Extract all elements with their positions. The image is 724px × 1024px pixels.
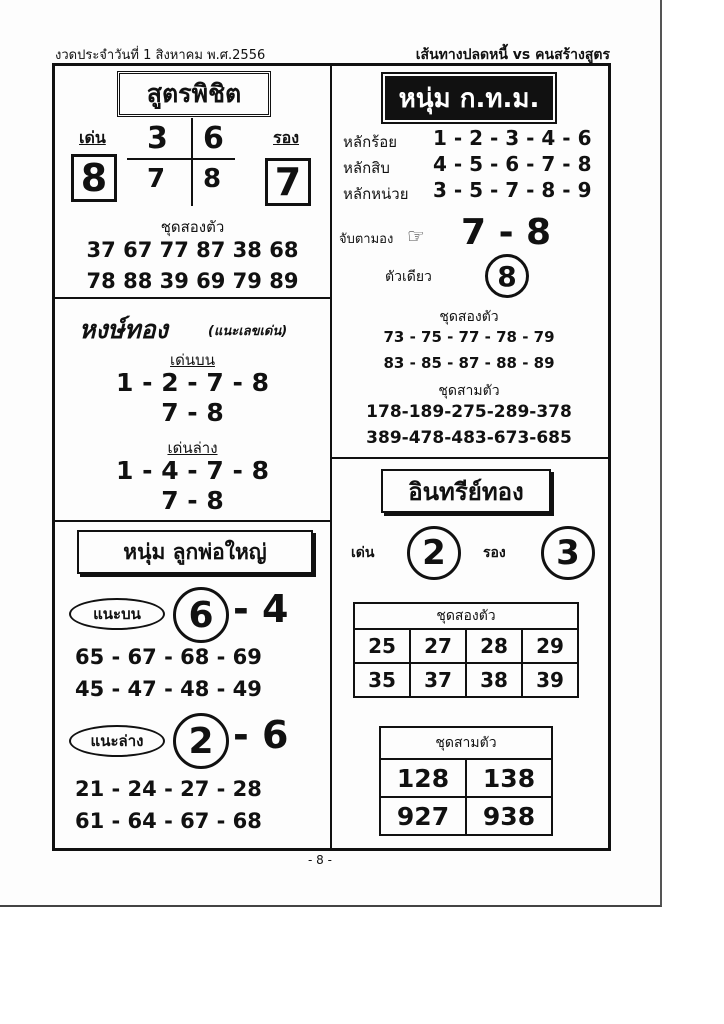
main-value: 2 xyxy=(407,526,461,580)
table-cell: 938 xyxy=(466,797,552,835)
grid-cell: 6 xyxy=(203,121,224,156)
table-cell: 29 xyxy=(522,629,578,663)
top-label: เด่นบน xyxy=(170,351,215,369)
grid-cell: 7 xyxy=(147,164,166,194)
bottom-line: 61 - 64 - 67 - 68 xyxy=(75,809,262,833)
issue-date: งวดประจำวันที่ 1 สิงหาคม พ.ศ.2556 xyxy=(55,48,266,63)
bottom-second-number: - 6 xyxy=(233,713,289,757)
sub-value-box xyxy=(265,158,311,206)
two-digit-line: 83 - 85 - 87 - 88 - 89 xyxy=(383,354,555,372)
table-cell: 25 xyxy=(354,629,410,663)
insee-section xyxy=(333,460,605,845)
three-digit-line: 178-189-275-289-378 xyxy=(366,402,572,422)
sutr-title-box xyxy=(117,71,271,117)
bottom-label: เด่นล่าง xyxy=(167,439,218,457)
main-value: 8 xyxy=(80,156,108,200)
pairs-line: 37 67 77 87 38 68 xyxy=(86,238,299,262)
sub-value: 3 xyxy=(541,526,595,580)
table-cell: 128 xyxy=(380,759,466,797)
table-cell: 27 xyxy=(410,629,466,663)
hundreds-label: หลักร้อย xyxy=(343,133,398,151)
bottom-line: 1 - 4 - 7 - 8 xyxy=(116,456,269,485)
table-cell: 28 xyxy=(466,629,522,663)
grid-cell: 3 xyxy=(147,121,168,156)
top-main-number: 6 xyxy=(173,587,229,643)
noom-luk-title-box xyxy=(77,530,313,574)
table-cell: 35 xyxy=(354,663,410,697)
insee-title-box xyxy=(381,469,551,513)
noom-luk-section xyxy=(55,523,330,843)
table-cell: 138 xyxy=(466,759,552,797)
tens-label: หลักสิบ xyxy=(343,159,390,177)
sub-label: รอง xyxy=(483,545,506,561)
pair-numbers: 7 - 8 xyxy=(461,212,552,253)
top-tip-label: แนะบน xyxy=(69,598,165,630)
two-digit-line: 73 - 75 - 77 - 78 - 79 xyxy=(383,328,555,346)
noom-bkk-title: หนุ่ม ก.ท.ม. xyxy=(398,83,540,114)
units-digits: 3 - 5 - 7 - 8 - 9 xyxy=(433,178,592,202)
pair-label: จับตามอง xyxy=(339,232,394,247)
main-label: เด่น xyxy=(351,545,375,561)
top-line: 65 - 67 - 68 - 69 xyxy=(75,645,262,669)
units-label: หลักหน่วย xyxy=(343,185,409,203)
pairs-line: 78 88 39 69 79 89 xyxy=(86,269,299,293)
pointing-hand-icon: ☞ xyxy=(407,224,425,248)
three-digit-table xyxy=(379,726,553,836)
top-line: 7 - 8 xyxy=(161,398,224,427)
sutr-title: สูตรพิชิต xyxy=(146,79,242,108)
bottom-tip-label: แนะล่าง xyxy=(69,725,165,757)
two-digit-label: ชุดสองตัว xyxy=(354,603,578,629)
two-digit-table xyxy=(353,602,579,698)
sutr-section xyxy=(55,66,330,296)
main-value-box xyxy=(71,154,117,202)
hong-section xyxy=(55,300,330,518)
page-header-title: เส้นทางปลดหนี้ vs คนสร้างสูตร xyxy=(415,47,610,63)
single-number: 8 xyxy=(485,254,529,298)
table-cell: 39 xyxy=(522,663,578,697)
grid-vline xyxy=(191,118,193,206)
three-digit-line: 389-478-483-673-685 xyxy=(366,428,572,448)
table-cell: 37 xyxy=(410,663,466,697)
bottom-line: 7 - 8 xyxy=(161,486,224,515)
page-number: - 8 - xyxy=(308,853,332,867)
pairs-label: ชุดสองตัว xyxy=(160,218,225,236)
insee-title: อินทรีย์ทอง xyxy=(408,477,524,506)
sub-label: รอง xyxy=(273,128,300,147)
noom-luk-title: หนุ่ม ลูกพ่อใหญ่ xyxy=(123,539,267,564)
top-line: 1 - 2 - 7 - 8 xyxy=(116,368,269,397)
tens-digits: 4 - 5 - 6 - 7 - 8 xyxy=(433,152,592,176)
table-cell: 38 xyxy=(466,663,522,697)
sub-value: 7 xyxy=(274,160,302,204)
hong-title: หงษ์ทอง xyxy=(79,315,168,344)
column-divider xyxy=(330,63,332,848)
section-divider xyxy=(52,520,332,522)
bottom-line: 21 - 24 - 27 - 28 xyxy=(75,777,262,801)
two-digit-label: ชุดสองตัว xyxy=(439,309,499,325)
hundreds-digits: 1 - 2 - 3 - 4 - 6 xyxy=(433,126,592,150)
main-label: เด่น xyxy=(79,128,106,147)
grid-cell: 8 xyxy=(203,164,222,194)
single-label: ตัวเดียว xyxy=(385,269,432,285)
table-cell: 927 xyxy=(380,797,466,835)
three-digit-label: ชุดสามตัว xyxy=(438,383,500,399)
grid-hline xyxy=(127,158,235,160)
section-divider xyxy=(52,297,332,299)
hong-subtitle: (แนะเลขเด่น) xyxy=(208,324,288,339)
top-second-number: - 4 xyxy=(233,587,289,631)
section-divider xyxy=(330,457,608,459)
top-line: 45 - 47 - 48 - 49 xyxy=(75,677,262,701)
three-digit-label: ชุดสามตัว xyxy=(380,727,552,759)
noom-bkk-title-box xyxy=(385,76,553,120)
noom-bkk-section xyxy=(333,66,605,456)
bottom-main-number: 2 xyxy=(173,713,229,769)
